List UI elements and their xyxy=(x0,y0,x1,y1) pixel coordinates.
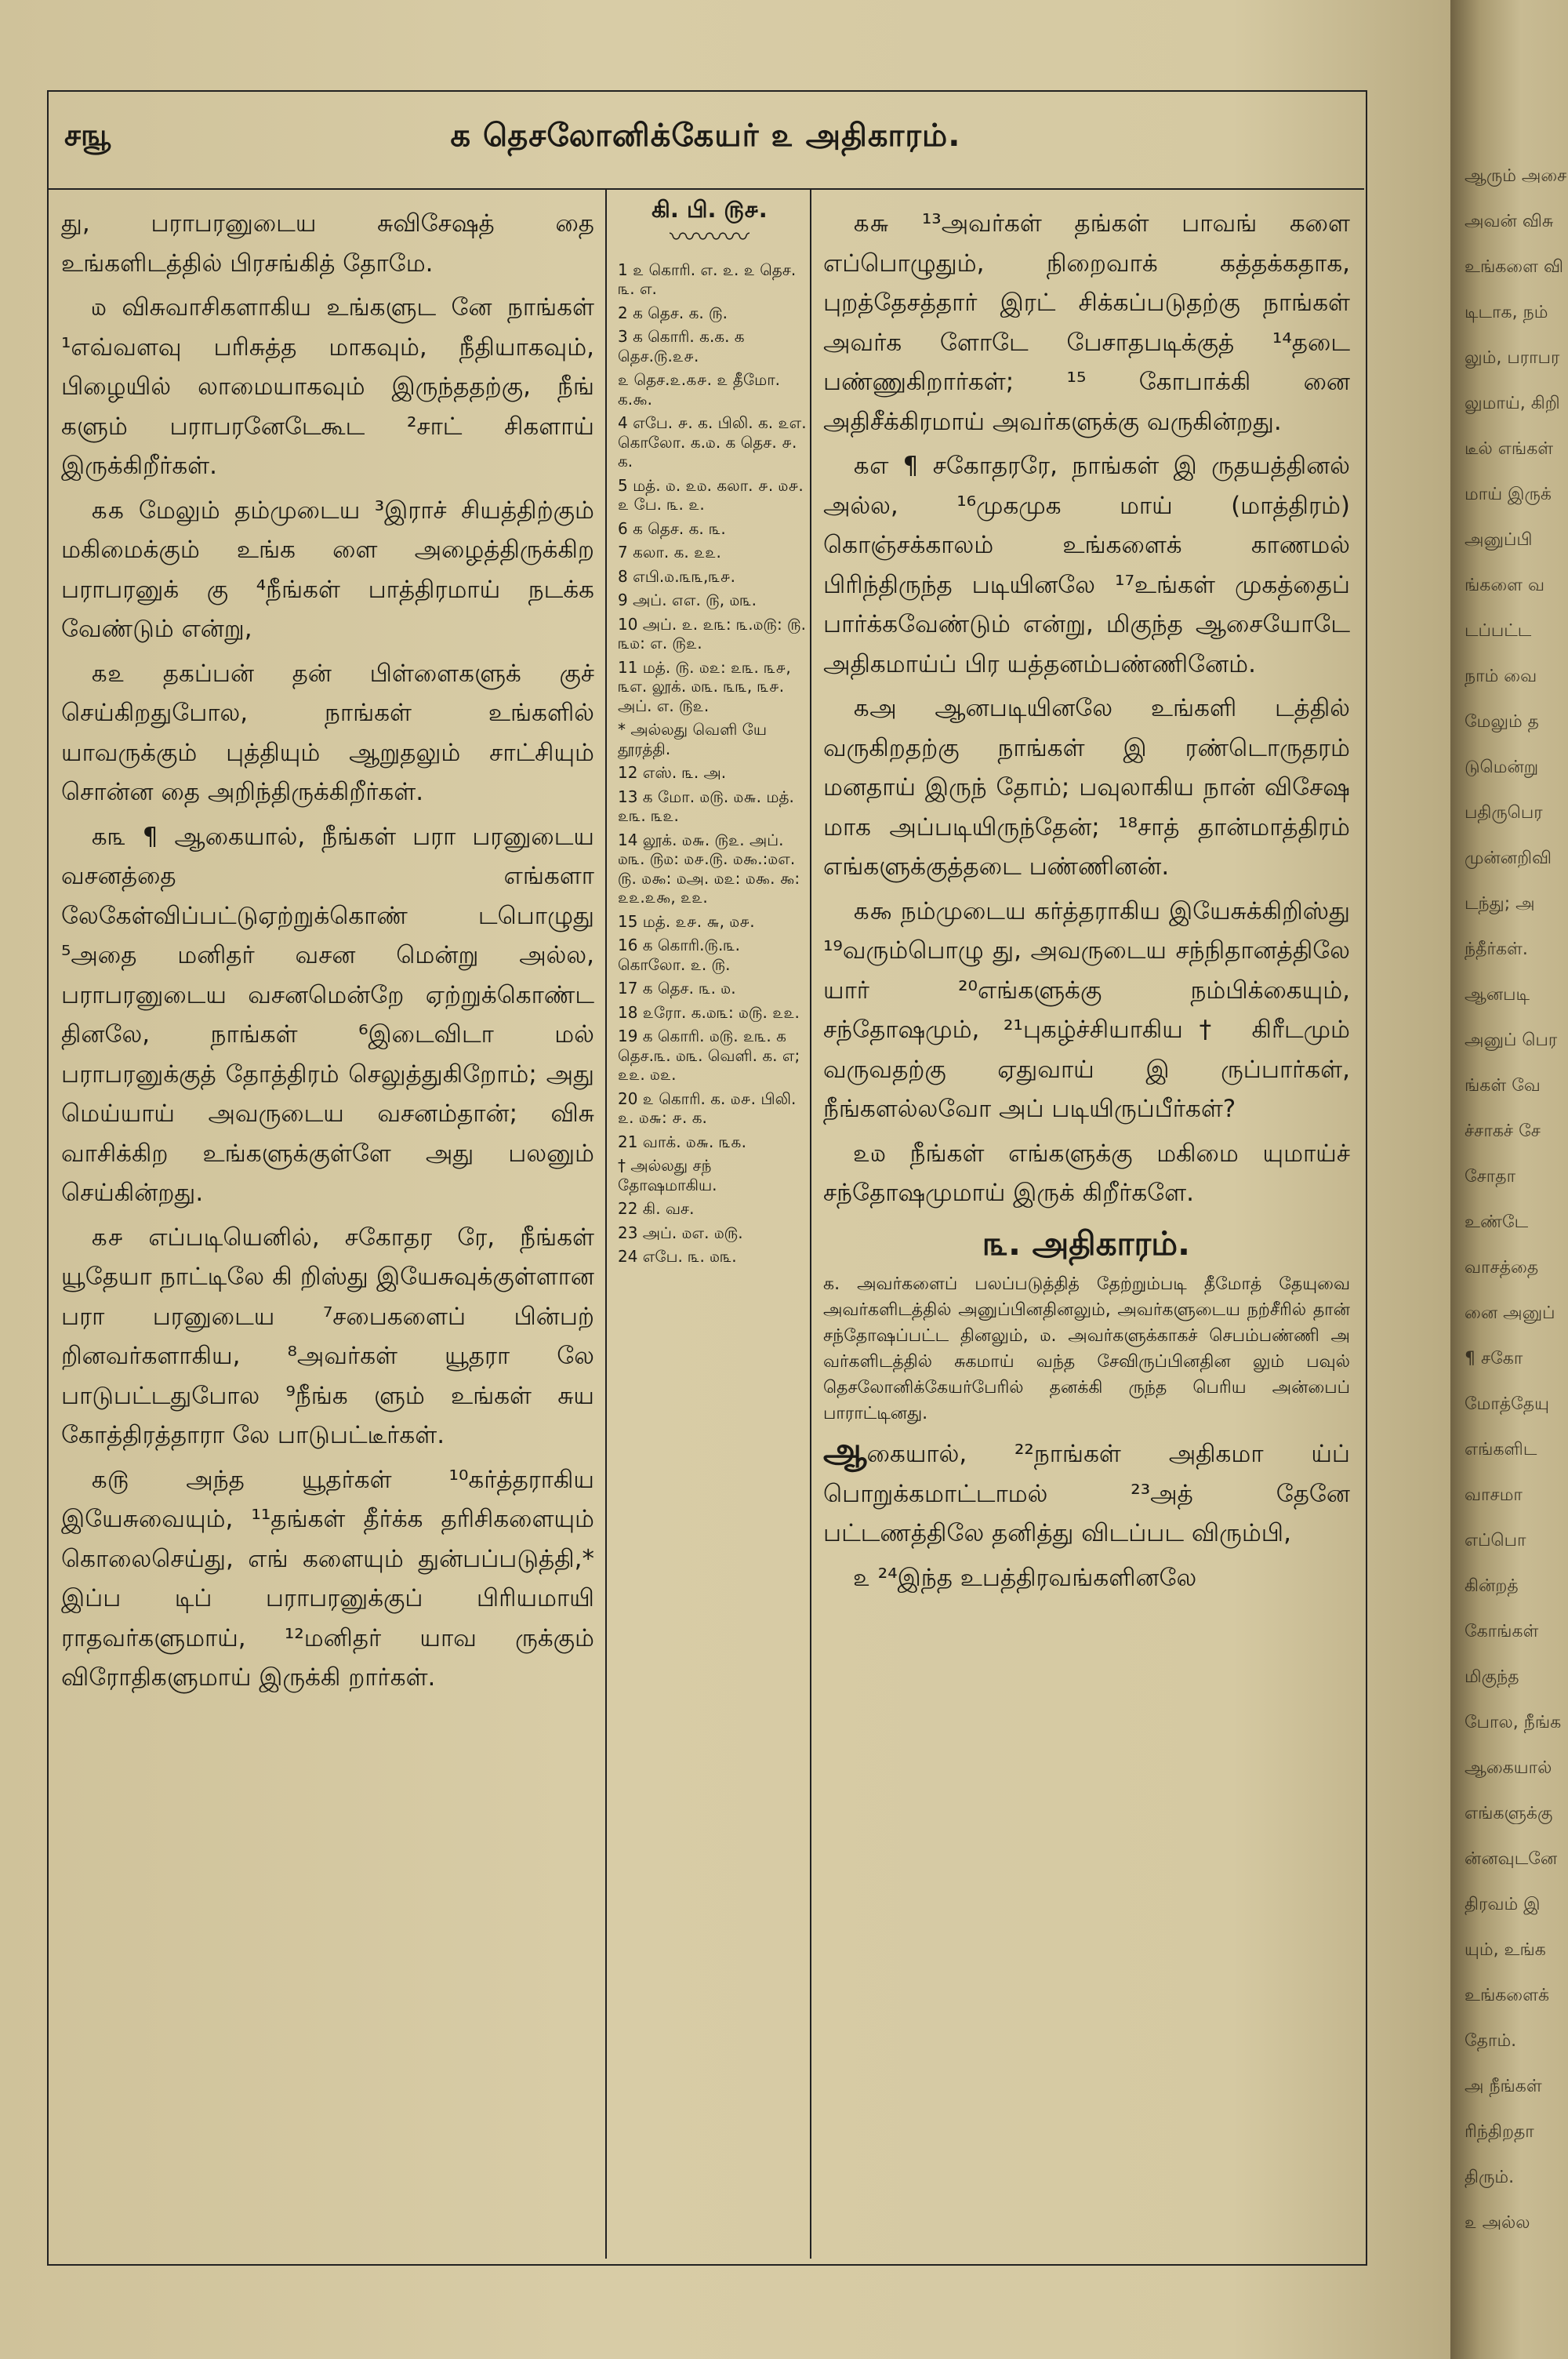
next-page-fragment: பதிருபெர xyxy=(1465,803,1543,823)
verse-paragraph: து, பராபரனுடைய சுவிசேஷத் தை உங்களிடத்தில் பிரசங்கித் தோமே. xyxy=(61,209,594,278)
next-page-fragment: அனுப் பெர xyxy=(1465,1030,1558,1050)
reference-item: 9 அப். ௭எ. ௫, ௰௩. xyxy=(618,591,757,609)
verse-paragraph: ௧௪ எப்படியெனில், சகோதர ரே, நீங்கள் யூதேயா நாட்டிலே கி றிஸ்து இயேசுவுக்குள்ளான பரா பரனுடைய ⁷சபைகளைப் பின்பற் றினவர்களாகிய, ⁸அவர்கள் யூதரா லே பாடுபட்டதுபோல ⁹நீங்க ளும் உங்கள் சுய கோத்திரத்தாரா லே பாடுபட்டீர்கள். xyxy=(61,1223,594,1449)
next-page-fragment: ௨ அல்ல xyxy=(1465,2213,1530,2233)
next-page-fragment: மேலும் த xyxy=(1465,712,1540,732)
next-page-fragment: ஆகையால் xyxy=(1465,1758,1552,1778)
reference-item: ௨ தெச.௨.௧௪. ௨ தீமோ. க.௯. xyxy=(618,370,781,409)
next-page-fragment: டுமென்று xyxy=(1465,758,1539,777)
next-page-fragment: அ நீங்கள் xyxy=(1465,2077,1542,2096)
next-page-fragment: எங்களுக்கு xyxy=(1465,1804,1553,1823)
verse-paragraph: ௨ ²⁴இந்த உபத்திரவங்களினலே xyxy=(853,1563,1197,1592)
column-divider-right xyxy=(810,188,811,2259)
reference-item: 1 ௨ கொரி. எ. ௨. ௨ தெச. ௩. எ. xyxy=(618,260,797,298)
page-header xyxy=(47,110,1364,173)
reference-item: 24 எபே. ௩. ௰௩. xyxy=(618,1247,737,1266)
verse-paragraph: ௨௰ நீங்கள் எங்களுக்கு மகிமை யுமாய்ச் சந்தோஷமுமாய் இருக் கிறீர்களே. xyxy=(823,1139,1350,1207)
reference-item: 4 எபே. ௪. க. பிலி. க. ௨எ. கொலோ. க.௰. க தெச. ௪. க. xyxy=(618,413,807,471)
next-page-fragment: உங்களைக் xyxy=(1465,1986,1550,2005)
header-rule xyxy=(47,188,1364,190)
chapter-heading: ௩. அதிகாரம். xyxy=(983,1223,1190,1263)
reference-item: 3 க கொரி. க.க. க தெச.௫.௨௪. xyxy=(618,327,745,365)
next-page-fragment: சோதா xyxy=(1465,1167,1516,1187)
next-page-fragment: அவன் விசு xyxy=(1465,212,1554,231)
verse-paragraph: ௧௧ மேலும் தம்முடைய ³இராச் சியத்திற்கும் மகிமைக்கும் உங்க ளை அழைத்திருக்கிற பராபரனுக் கு ⁴நீங்கள் பாத்திரமாய் நடக்க வேண்டும் என்று, xyxy=(61,496,594,643)
verse-paragraph: ௧௫ அந்த யூதர்கள் ¹⁰கர்த்தராகிய இயேசுவையும், ¹¹தங்கள் தீர்க்க தரிசிகளையும் கொலைசெய்து, எங் களையும் துன்பப்படுத்தி,* இப்ப டிப் பராபரனுக்குப் பிரியமாயி ராதவர்களுமாய், ¹²மனிதர் யாவ ருக்கும் விரோதிகளுமாய் இருக்கி றார்கள். xyxy=(61,1465,594,1692)
next-page-fragment: மிகுந்த xyxy=(1465,1667,1519,1687)
next-page-fragment: மோத்தேயு xyxy=(1465,1394,1549,1414)
running-title: க தெசலோனிக்கேயர் ௨ அதிகாரம். xyxy=(450,118,961,154)
next-page-fragment: மாய் இருக் xyxy=(1465,485,1552,504)
verse-paragraph: ௧௬ ¹³அவர்கள் தங்கள் பாவங் களை எப்பொழுதும், நிறைவாக் கத்தக்கதாக, புறத்தேசத்தார் இரட் சிக்கப்படுதற்கு நாங்கள் அவர்க ளோடே பேசாதபடிக்குத் ¹⁴தடை பண்ணுகிறார்கள்; ¹⁵ கோபாக்கி னை அதிசீக்கிரமாய் அவர்களுக்கு வருகின்றது. xyxy=(823,209,1350,436)
next-page-fragment: முன்னறிவி xyxy=(1465,849,1552,868)
reference-item: † அல்லது சந் தோஷமாகிய. xyxy=(618,1156,717,1194)
ornament-icon: 〰〰〰 xyxy=(670,221,750,253)
reference-item: 18 ௨ரோ. க.௰௩: ௰௫. ௨௨. xyxy=(618,1002,800,1022)
next-page-fragment: டிடாக, நம் xyxy=(1465,303,1548,322)
next-page-fragment: டப்பட்ட xyxy=(1465,621,1532,641)
next-page-fragment: திரும். xyxy=(1465,2168,1515,2187)
next-page-fragment: தோம். xyxy=(1465,2031,1517,2051)
verse-paragraph: ௧அ ஆனபடியினலே உங்களி டத்தில் வருகிறதற்கு நாங்கள் இ ரண்டொருதரம் மனதாய் இருந் தோம்; பவுலாகிய நான் விசேஷ மாக அப்படியிருந்தேன்; ¹⁸சாத் தான்மாத்திரம் எங்களுக்குத்தடை பண்ணினன். xyxy=(823,694,1350,881)
next-page-fragment: னை அனுப் xyxy=(1465,1303,1555,1323)
next-page-fragment: கோங்கள் xyxy=(1465,1622,1539,1641)
next-page-fragment: ஆரும் அசை xyxy=(1465,166,1567,186)
cross-reference-column xyxy=(612,196,808,1271)
next-page-fragment: வாசமா xyxy=(1465,1485,1523,1505)
reference-item: 17 க தெச. ௩. ௰. xyxy=(618,979,736,998)
verse-paragraph: ௧௩ ¶ ஆகையால், நீங்கள் பரா பரனுடைய வசனத்தை எங்களா லேகேள்விப்பட்டுஏற்றுக்கொண் டபொழுது ⁵அதை மனிதர் வசன மென்று அல்ல, பராபரனுடைய வசனமென்றே ஏற்றுக்கொண்ட தினலே, நாங்கள் ⁶இடைவிடா மல் பராபரனுக்குத் தோத்திரம் செலுத்துகிறோம்; அது மெய்யாய் அவருடைய வசனம்தான்; விசு வாசிக்கிற உங்களுக்குள்ளே அது பலனும் செய்கின்றது. xyxy=(61,822,594,1207)
next-page-fragment: யும், உங்க xyxy=(1465,1940,1546,1960)
next-page-edge xyxy=(1450,0,1568,2359)
left-text-column xyxy=(61,204,594,1703)
next-page-fragment: எங்களிட xyxy=(1465,1440,1537,1459)
next-page-fragment: ங்கள் வே xyxy=(1465,1076,1541,1096)
reference-item: 19 க கொரி. ௰௫. ௨௩. க தெச.௩. ௰௩. வெளி. க. எ; ௨௨. ௰௨. xyxy=(618,1027,800,1084)
next-page-fragment: அனுப்பி xyxy=(1465,530,1533,550)
next-page-fragment: ¶ சகோ xyxy=(1465,1349,1523,1369)
next-page-fragment: உண்டே xyxy=(1465,1212,1529,1232)
reference-item: 12 எஸ். ௩. அ. xyxy=(618,763,727,782)
chapter-summary: க. அவர்களைப் பலப்படுத்தித் தேற்றும்படி தீமோத் தேயுவை அவர்களிடத்தில் அனுப்பினதினலும், அவர்களுடைய நற்சீரில் தான் சந்தோஷப்பட்ட தினலும், ௰. அவர்களுக்காகச் செபம்பண்ணி அ வர்களிடத்தில் சுகமாய் வந்த சேவிருப்பினதின லும் பவுல் தெசலோனிக்கேயர்பேரில் தனக்கி ருந்த பெரிய அன்பைப் பாராட்டினது. xyxy=(823,1274,1350,1423)
next-page-fragment: ஆனபடி xyxy=(1465,985,1530,1005)
next-page-fragment: ச்சாகச் சே xyxy=(1465,1121,1541,1141)
reference-item: 6 க தெச. க. ௩. xyxy=(618,518,726,538)
reference-item: 2 க தெச. க. ௫. xyxy=(618,303,728,322)
reference-item: 5 மத். ௰. ௨௰. கலா. ௪. ௰௪. ௨ பே. ௩. ௨. xyxy=(618,475,804,514)
drop-initial: ஆ xyxy=(823,1430,867,1470)
reference-item: 21 வாக். ௰௬. ௩௧. xyxy=(618,1132,746,1151)
reference-item: 8 எபி.௰.௩௩,௩௪. xyxy=(618,566,735,586)
next-page-fragment: ரிந்திறதா xyxy=(1465,2122,1534,2142)
verse-paragraph: ௧௯ நம்முடைய கர்த்தராகிய இயேசுக்கிறிஸ்து ¹⁹வரும்பொழு து, அவருடைய சந்நிதானத்திலே யார் ²⁰எங்களுக்கு நம்பிக்கையும், சந்தோஷமும், ²¹புகழ்ச்சியாகிய† கிரீடமும் வருவதற்கு ஏதுவாய் இ ருப்பார்கள், நீங்களல்லவோ அப் படியிருப்பீர்கள்? xyxy=(823,896,1350,1123)
reference-item: 11 மத். ௫. ௰௨: ௨௩. ௩௪, ௩எ. லூக். ௰௩. ௩௩, ௩௪. அப். எ. ௫௨. xyxy=(618,657,791,715)
next-page-fragment: லும், பராபர xyxy=(1465,348,1560,368)
reference-item: 22 கி. வச. xyxy=(618,1199,695,1218)
next-page-fragment: திரவம் இ xyxy=(1465,1895,1541,1914)
reference-item: 15 மத். ௨௪. ௬, ௰௪. xyxy=(618,911,755,931)
next-page-fragment: வாசத்தை xyxy=(1465,1258,1539,1278)
next-page-fragment: கின்றத் xyxy=(1465,1576,1519,1596)
next-page-fragment: ந்தீர்கள். xyxy=(1465,940,1528,959)
reference-heading: கி. பி. ௫௪. xyxy=(652,196,768,223)
next-page-fragment: ன்னவுடனே xyxy=(1465,1849,1558,1869)
reference-item: 23 அப். ௰எ. ௰௫. xyxy=(618,1223,743,1242)
first-paragraph-text: கையால், ²²நாங்கள் அதிகமா ய்ப் பொறுக்கமாட்டாமல் ²³அத் தேனே பட்டணத்திலே தனித்து விடப்பட விரும்பி, xyxy=(823,1440,1350,1547)
right-text-column xyxy=(823,204,1350,1602)
reference-item: 7 கலா. க. ௨௨. xyxy=(618,543,721,562)
next-page-fragment: போல, நீங்க xyxy=(1465,1713,1562,1732)
reference-item: * அல்லது வெளி யே தூரத்தி. xyxy=(618,720,768,758)
next-page-fragment: டீல் எங்கள் xyxy=(1465,439,1554,459)
column-divider-left xyxy=(605,188,607,2259)
next-page-fragment: நாம் வை xyxy=(1465,667,1537,686)
reference-item: 14 லூக். ௰௬. ௫௨. அப். ௰௩. ௫௰: ௰௪.௫. ௰௯.:௰எ. ௫. ௰௯: ௰அ. ௰௨: ௰௯. ௯: ௨௨.௨௯, ௨௨. xyxy=(618,830,800,907)
reference-item: 16 க கொரி.௫.௩. கொலோ. ௨. ௫. xyxy=(618,936,740,974)
next-page-fragment: லுமாய், கிறி xyxy=(1465,394,1560,413)
next-page-fragment: உங்களை வி xyxy=(1465,257,1563,277)
next-page-fragment: டந்து; அ xyxy=(1465,894,1535,914)
reference-item: 10 அப். ௨. ௨௩: ௩.௰௫: ௫. ௩௰: எ. ௫௨. xyxy=(618,614,806,652)
reference-item: 13 க மோ. ௰௫. ௰௬. மத். ௨௩. ௩௨. xyxy=(618,787,794,825)
verse-paragraph: ௧௨ தகப்பன் தன் பிள்ளைகளுக் குச் செய்கிறதுபோல, நாங்கள் உங்களில் யாவருக்கும் புத்தியும் ஆறுதலும் சாட்சியும் சொன்ன தை அறிந்திருக்கிறீர்கள். xyxy=(61,659,594,806)
chapter-first-paragraph xyxy=(823,1431,1350,1554)
verse-paragraph: ௧எ ¶ சகோதரரே, நாங்கள் இ ருதயத்தினல் அல்ல, ¹⁶முகமுக மாய் (மாத்திரம்) கொஞ்சக்காலம் உங்களைக் காணமல் பிரிந்திருந்த படியினலே ¹⁷உங்கள் முகத்தைப் பார்க்கவேண்டும் என்று, மிகுந்த ஆசையோடே அதிகமாய்ப் பிர யத்தனம்பண்ணினேம். xyxy=(823,452,1350,678)
reference-item: 20 ௨ கொரி. க. ௰௪. பிலி. ௨. ௰௬: ௪. க. xyxy=(618,1089,797,1127)
verse-paragraph: ௰ விசுவாசிகளாகிய உங்களுட னே நாங்கள் ¹எவ்வளவு பரிசுத்த மாகவும், நீதியாகவும், பிழையில் லாமையாகவும் இருந்ததற்கு, நீங் களும் பராபரனேடேகூட ²சாட் சிகளாய் இருக்கிறீர்கள். xyxy=(61,293,594,480)
next-page-fragment: ங்களை வ xyxy=(1465,576,1545,595)
next-page-fragment: எப்பொ xyxy=(1465,1531,1526,1550)
page-number: சஙூ xyxy=(64,118,111,152)
